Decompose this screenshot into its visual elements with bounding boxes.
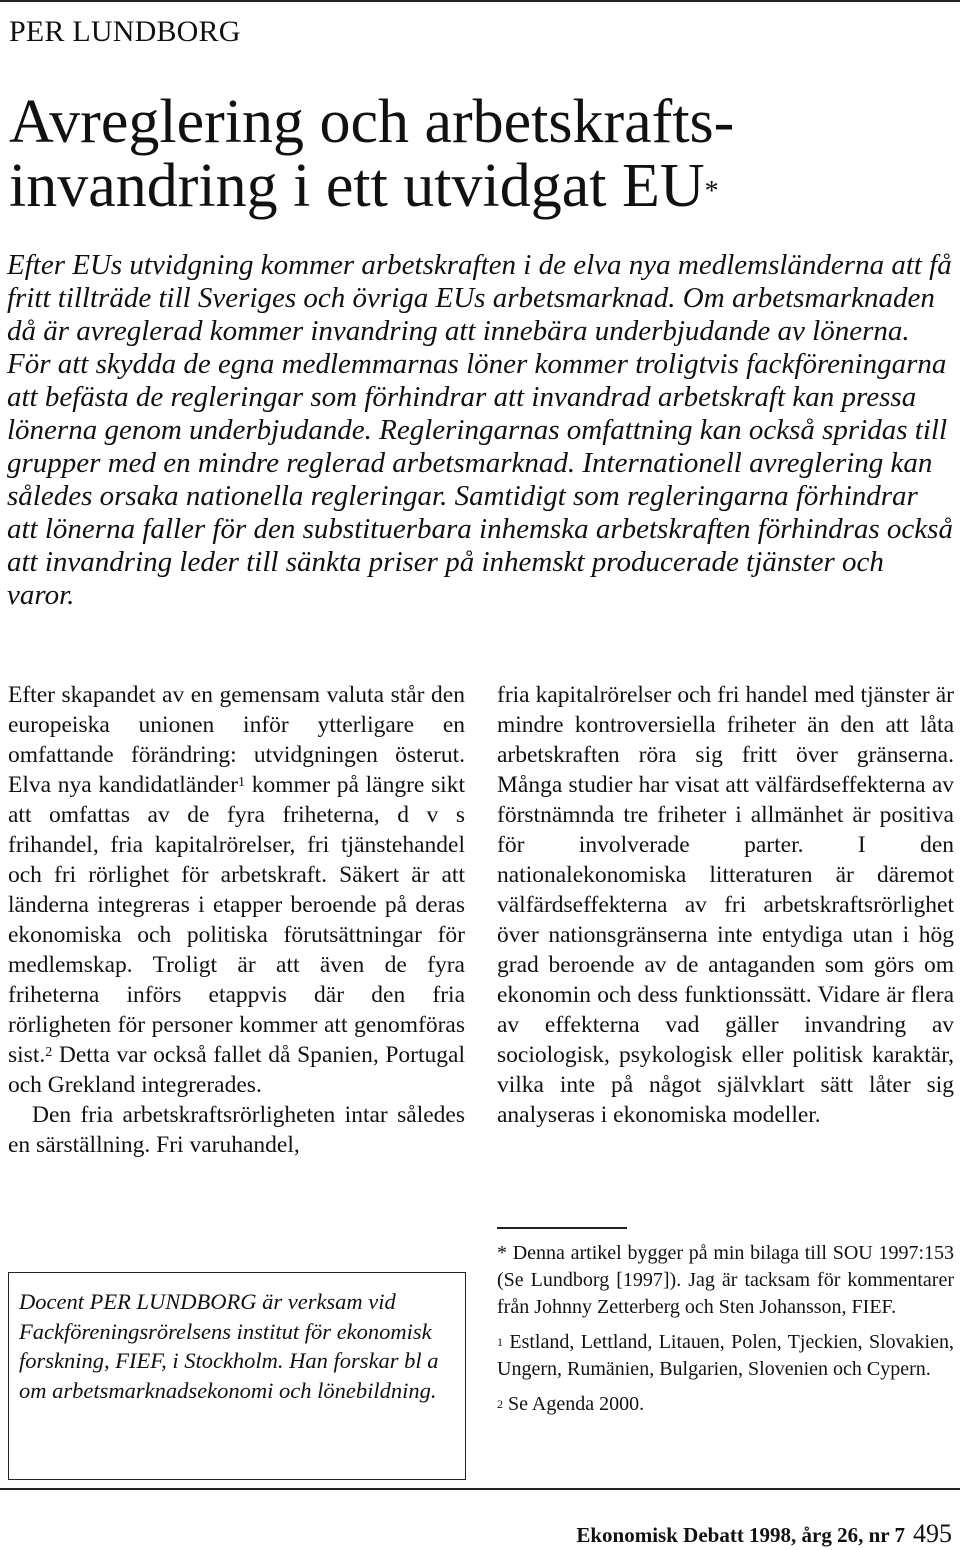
body-paragraph: fria kapitalrörelser och fri handel med tjänster är mindre kontroversiella friheter än den att låta arbetskraften röra sig fritt över gränserna. Många studier har visat att välfärdseffekterna av förstnämnda tre friheter i allmänhet är positiva för involverade parter. I den nationalekonomiska litteraturen är däremot välfärdseffekterna av fri arbetskraftsrörlighet över nationsgränserna inte entydiga utan i hög grad beroende av de antaganden som görs om ekonomin och dess funktionssätt. Vidare är flera av effekterna vad gäller invandring av sociologisk, psykologisk eller politisk karaktär, vilka inte på något självklart sätt låter sig analyseras i ekonomiska modeller. xyxy=(497,682,954,1128)
author-bio-box xyxy=(8,1272,466,1480)
body-column-left xyxy=(8,680,465,1160)
body-text: Detta var också fallet då Spanien, Portugal och Grekland integrerades. xyxy=(8,1042,465,1098)
journal-citation: Ekonomisk Debatt 1998, årg 26, nr 7 xyxy=(576,1523,905,1547)
footnote-mark: 1 xyxy=(497,1335,503,1349)
abstract xyxy=(7,249,955,612)
author-bio-text: Docent PER LUNDBORG är verksam vid Fackföreningsrörelsens institut för ekonomisk forskning, FIEF, i Stockholm. Han forskar bl a om arbetsmarknadsekonomi och lönebildning. xyxy=(19,1289,439,1403)
body-text: Efter skapandet av en gemensam valuta står den europeiska unionen inför ytterligare en omfattande förändring: utvidgningen österut. Elva nya kandidatländer xyxy=(8,682,465,798)
title-line-2-text: invandring i ett utvidgat EU xyxy=(9,152,705,220)
body-paragraph xyxy=(8,680,465,1100)
bottom-rule xyxy=(0,1488,960,1490)
body-paragraph: Den fria arbetskraftsrörligheten intar således en särställning. Fri varuhandel, xyxy=(8,1102,465,1158)
page-number: 495 xyxy=(913,1519,952,1548)
title-line-2 xyxy=(9,154,734,218)
footnote-ref-2[interactable]: 2 xyxy=(45,1045,53,1060)
footnote-1 xyxy=(497,1329,954,1383)
footnotes xyxy=(497,1240,954,1426)
footnote-2 xyxy=(497,1391,954,1418)
author-name: PER LUNDBORG xyxy=(9,15,241,48)
footnote-rule xyxy=(497,1227,627,1229)
footnote-star xyxy=(497,1240,954,1321)
footnote-mark: 2 xyxy=(497,1397,503,1411)
title-line-1: Avreglering och arbetskrafts- xyxy=(9,88,735,156)
body-column-right xyxy=(497,680,954,1130)
article-title xyxy=(9,90,734,218)
title-asterisk: * xyxy=(704,176,719,207)
footnote-text: * Denna artikel bygger på min bilaga till SOU 1997:153 (Se Lundborg [1997]). Jag är tacksam för kommentarer från Johnny Zetterberg och Sten Johansson, FIEF. xyxy=(497,1242,954,1318)
abstract-text: Efter EUs utvidgning kommer arbetskraften i de elva nya medlemsländerna att få fritt tillträde till Sveriges och övriga EUs arbetsmarknad. Om arbetsmarknaden då är avreglerad kommer invandring att innebära underbjudande av lönerna. För att skydda de egna medlemmarnas löner kommer troligtvis fackföreningarna att befästa de regleringar som förhindrar att invandrad arbetskraft kan pressa lönerna genom underbjudande. Regleringarnas omfattning kan också spridas till grupper med en mindre reglerad arbetsmarknad. Internationell avreglering kan således orsaka nationella regleringar. Samtidigt som regleringarna förhindrar att lönerna faller för den substituerbara inhemska arbetskraften förhindras också att invandring leder till sänkta priser på inhemskt producerade tjänster och varor. xyxy=(7,249,953,611)
footnote-ref-1[interactable]: 1 xyxy=(238,775,246,790)
top-rule xyxy=(0,0,960,2)
footnote-text: Estland, Lettland, Litauen, Polen, Tjeckien, Slovakien, Ungern, Rumänien, Bulgarien, Slovenien och Cypern. xyxy=(497,1331,954,1380)
footnote-text: Se Agenda 2000. xyxy=(503,1393,645,1415)
body-text: kommer på längre sikt att omfattas av de fyra friheterna, d v s frihandel, fria kapitalrörelser, fri tjänstehandel och fri rörlighet för arbetskraft. Säkert är att länderna integreras i etapper beroende på deras ekonomiska och politiska förutsättningar för medlemskap. Troligt är att även de fyra friheterna införs etappvis där den fria rörligheten för personer kommer att genomföras sist. xyxy=(8,772,465,1068)
page-footer xyxy=(576,1519,952,1549)
